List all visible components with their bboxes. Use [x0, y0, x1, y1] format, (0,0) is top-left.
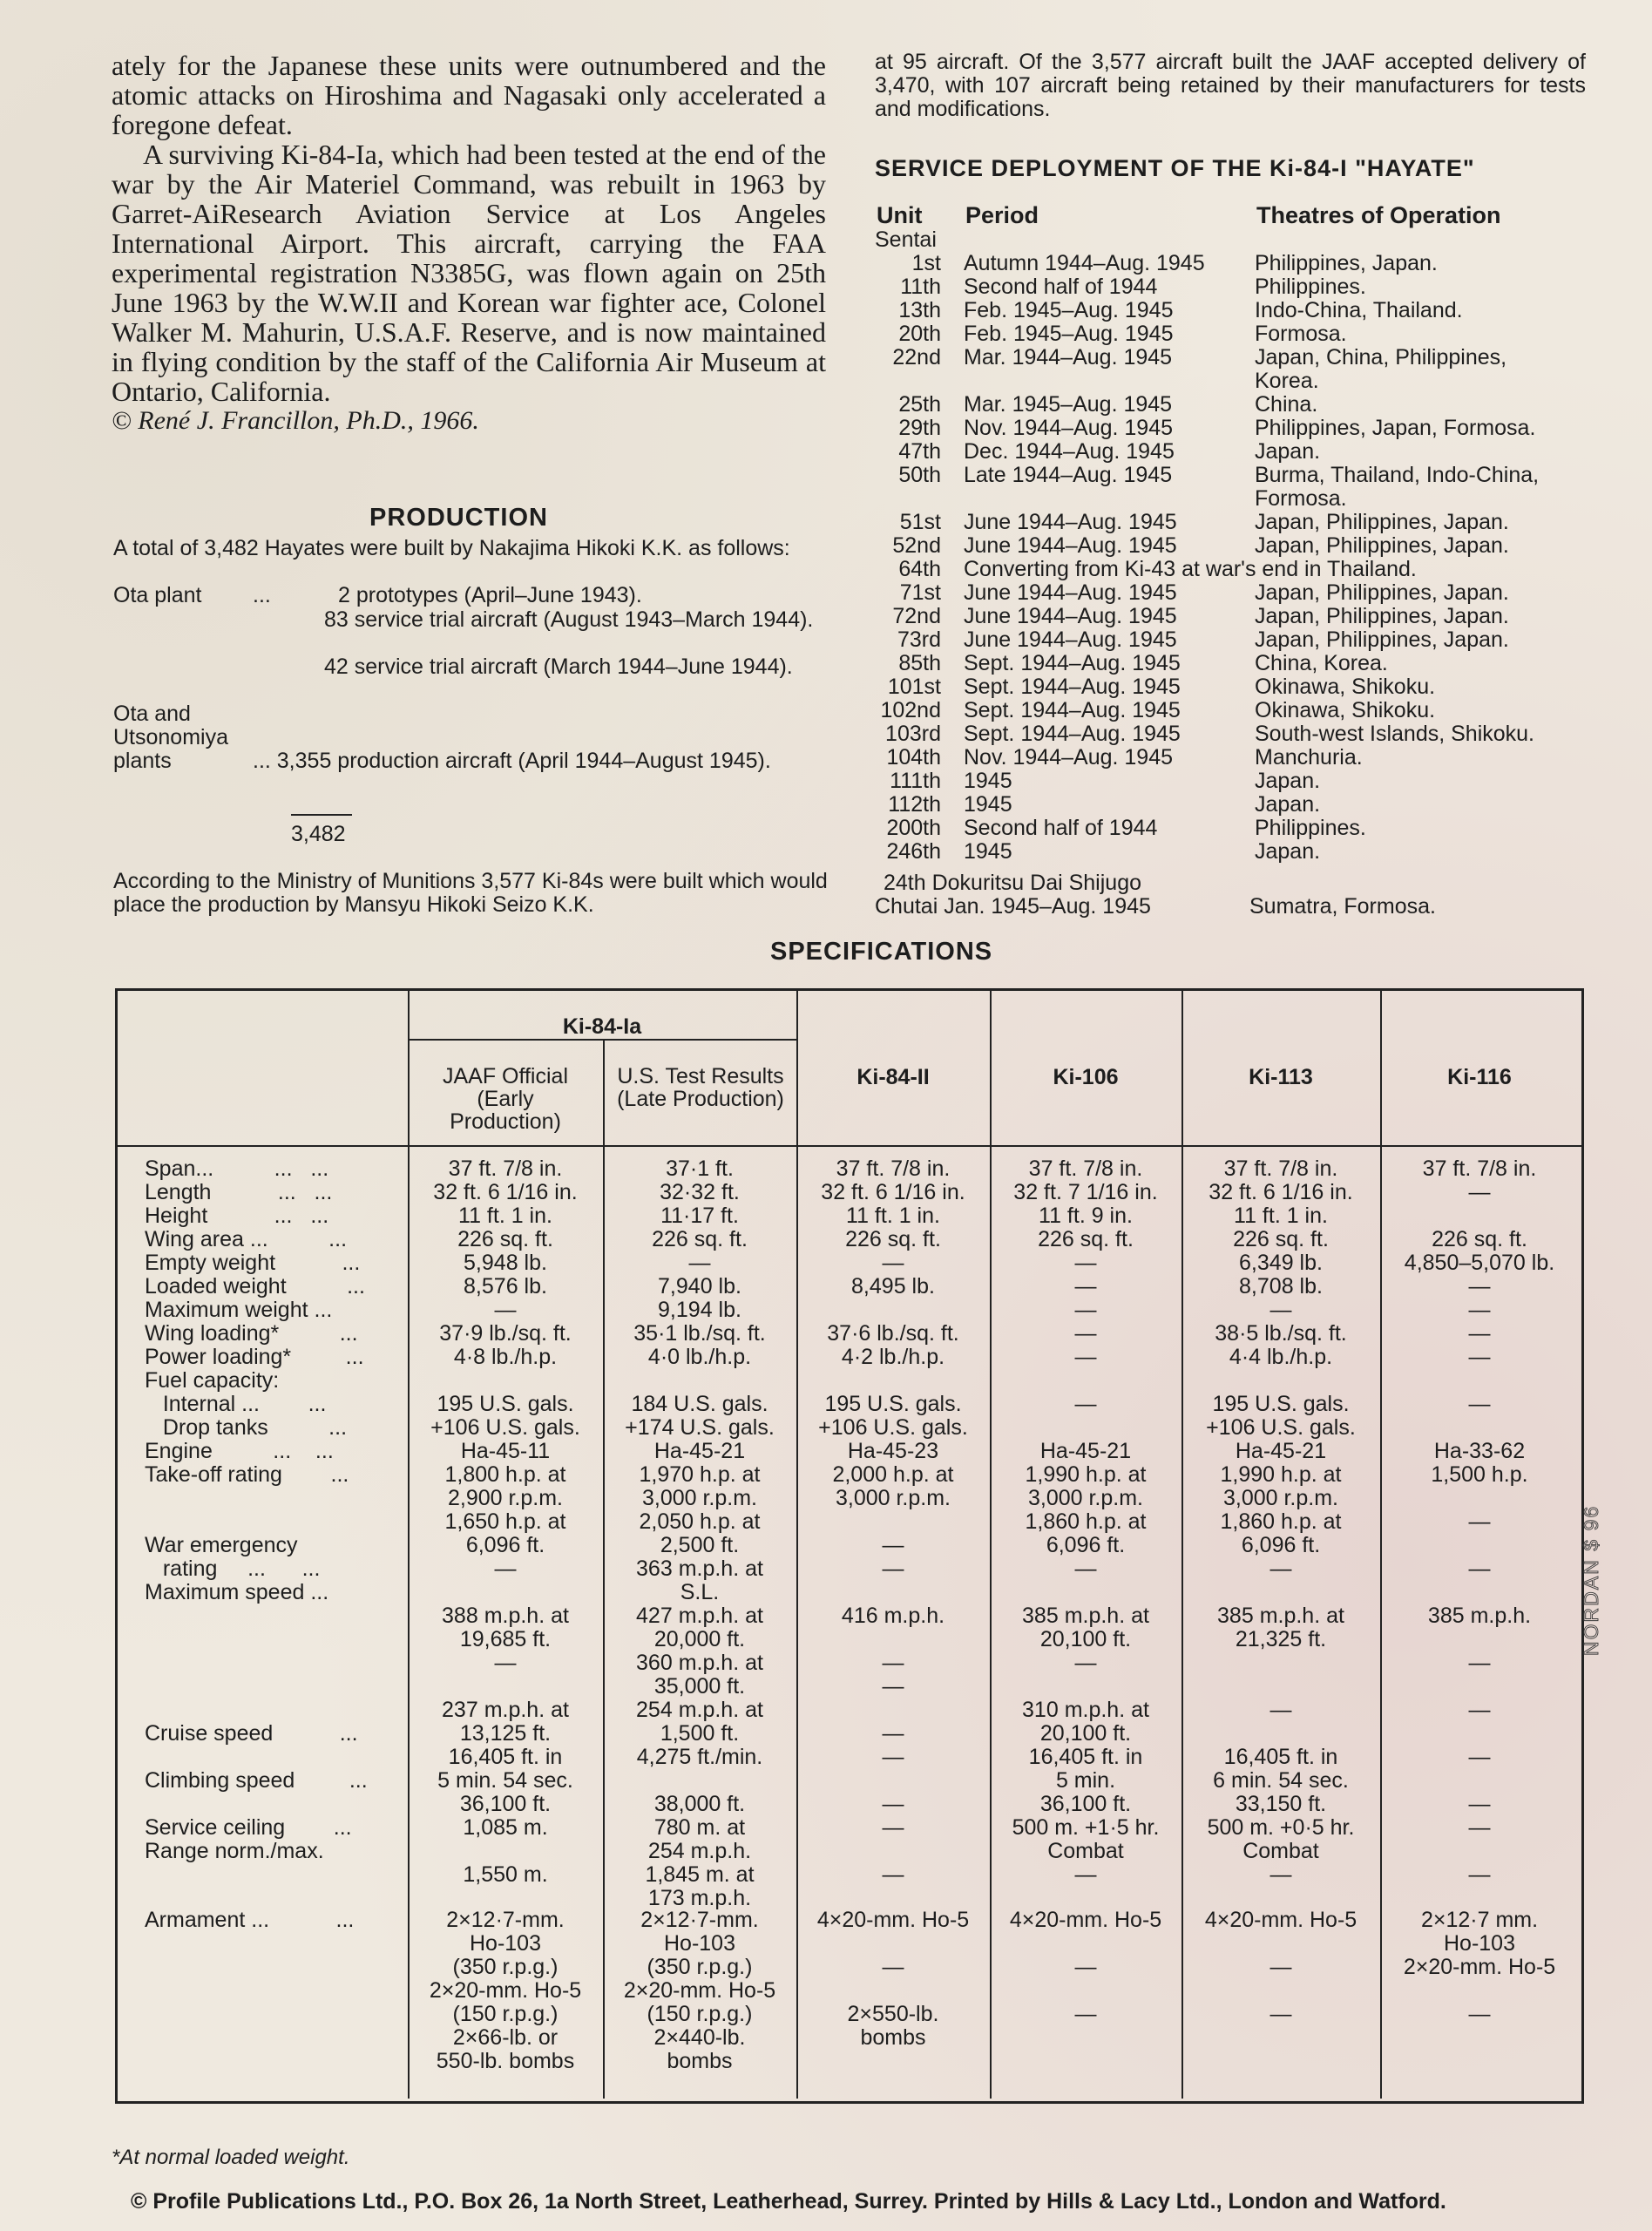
production-total: 3,482: [291, 822, 346, 846]
header-ki-84-ia: Ki-84-Ia: [562, 1014, 642, 1039]
production-note: According to the Ministry of Munitions 3,577 Ki-84s were built which would place the production by Mansyu Hikoki Seizo K.K.: [113, 869, 828, 917]
intro-paragraph-2: A surviving Ki-84-Ia, which had been tested at the end of the war by the Air Materiel Command, was rebuilt in 1963 by Garret-AiResearch Aviation Service at Los Angeles International Airport. This aircraft, carrying the FAA experimental registration N3385G, was flown again on 25th June 1963 by the W.W.II and Korean war fighter ace, Colonel Walker M. Mahurin, U.S.A.F. Reserve, and is now maintained in flying condition by the staff of the California Air Museum at Ontario, California.: [112, 139, 826, 407]
intro-text: [112, 51, 826, 436]
header-ki-84-ii: Ki-84-II: [856, 1065, 930, 1089]
deployment-title: SERVICE DEPLOYMENT OF THE Ki-84-I "HAYATE": [875, 155, 1475, 181]
deployment-periods: Autumn 1944–Aug. 1945 Second half of 1944 Feb. 1945–Aug. 1945 Feb. 1945–Aug. 1945 Mar. 1944–Aug. 1945 Mar. 1945–Aug. 1945 Nov. 1944–Aug. 1945 Dec. 1944–Aug. 1945 Late 1944–Aug. 1945 June 1944–Aug. 1945 June 1944–Aug. 1945 Converting from Ki-43 at war's end in Thailand. June 1944–Aug. 1945 June 1944–Aug. 1945 June 1944–Aug. 1945 Sept. 1944–Aug. 1945 Sept. 1944–Aug. 1945 Sept. 1944–Aug. 1945 Sept. 1944–Aug. 1945 Nov. 1944–Aug. 1945 1945 1945 Second half of 1944 1945: [964, 251, 1417, 864]
armament-ki-113: 4×20-mm. Ho-5 — —: [1204, 1908, 1357, 2026]
price-stamp-text: NORDAN $ 96: [1579, 1504, 1602, 1656]
author-copyright: © René J. Francillon, Ph.D., 1966.: [112, 406, 479, 435]
intro-paragraph-1: ately for the Japanese these units were outnumbered and the atomic attacks on Hiroshima and Nagasaki only accelerated a foregone defeat.: [112, 50, 826, 140]
total-rule: [291, 814, 352, 816]
armament-ki-116: 2×12·7 mm. Ho-103 2×20-mm. Ho-5 —: [1403, 1908, 1556, 2026]
spec-col-ki-113: 37 ft. 7/8 in. 32 ft. 6 1/16 in. 11 ft. 1 in. 226 sq. ft. 6,349 lb. 8,708 lb. — 38·5 lb./sq. ft. 4·4 lb./h.p. 195 U.S. gals. +106 U.S. gals. Ha-45-21 1,990 h.p. at 3,000 r.p.m. 1,860 h.p. at 6,096 ft. — 385 m.p.h. at 21,325 ft. — 16,405 ft. in 6 min. 54 sec. 33,150 ft. 500 m. +0·5 hr. Combat —: [1206, 1156, 1356, 1887]
spec-col-ki-116: 37 ft. 7/8 in. — 226 sq. ft. 4,850–5,070 lb. — — — — — Ha-33-62 1,500 h.p. — — 385 m.p.h. — — — — — —: [1404, 1156, 1555, 1887]
ota-line-2: 83 service trial aircraft (August 1943–March 1944).: [324, 607, 814, 632]
header-jaaf-official: JAAF Official (Early Production): [442, 1064, 569, 1134]
spec-row-labels: Span... ... ... Length ... ... Height ... ... Wing area ... ... Empty weight ... Loaded weight ... Maximum weight ... Wing loading* ... Power loading* ... Fuel capacity: Internal ... ... Drop tanks ... Engine ... ... Take-off rating ... War emergency rating ... ... Maximum speed ... Cruise speed ... Climbing speed ... Service ceiling ... Range norm./max.: [145, 1156, 368, 1863]
deployment-sentai: Sentai: [875, 227, 937, 252]
ota-dots: ...: [253, 583, 271, 607]
specifications-title: SPECIFICATIONS: [770, 938, 993, 966]
armament-us: 2×12·7-mm. Ho-103 (350 r.p.g.) 2×20-mm. Ho-5 (150 r.p.g.) 2×440-lb. bombs: [623, 1908, 776, 2073]
header-ki-113: Ki-113: [1249, 1065, 1313, 1089]
header-ki-106: Ki-106: [1053, 1065, 1119, 1089]
spec-col-ki-106: 37 ft. 7/8 in. 32 ft. 7 1/16 in. 11 ft. 9 in. 226 sq. ft. — — — — — — Ha-45-21 1,990 h.p. at 3,000 r.p.m. 1,860 h.p. at 6,096 ft. — 385 m.p.h. at 20,100 ft. — 310 m.p.h. at 20,100 ft. 16,405 ft. in 5 min. 36,100 ft. 500 m. +1·5 hr. Combat —: [1012, 1156, 1160, 1887]
deployment-head-period: Period: [965, 202, 1039, 228]
armament-ki-106: 4×20-mm. Ho-5 — —: [1009, 1908, 1162, 2026]
spec-col-ki-84-ii: 37 ft. 7/8 in. 32 ft. 6 1/16 in. 11 ft. 1 in. 226 sq. ft. — 8,495 lb. 37·6 lb./sq. ft. 4·2 lb./h.p. 195 U.S. gals. +106 U.S. gals. Ha-45-23 2,000 h.p. at 3,000 r.p.m. — — 416 m.p.h. — — — — — — —: [818, 1156, 968, 1887]
spec-col-jaaf: 37 ft. 7/8 in. 32 ft. 6 1/16 in. 11 ft. 1 in. 226 sq. ft. 5,948 lb. 8,576 lb. — 37·9 lb./sq. ft. 4·8 lb./h.p. 195 U.S. gals. +106 U.S. gals. Ha-45-11 1,800 h.p. at 2,900 r.p.m. 1,650 h.p. at 6,096 ft. — 388 m.p.h. at 19,685 ft. — 237 m.p.h. at 13,125 ft. 16,405 ft. in 5 min. 54 sec. 36,100 ft. 1,085 m. 1,550 m.: [430, 1156, 580, 1887]
ota-line-1: 2 prototypes (April–June 1943).: [338, 583, 642, 607]
deployment-last-period: Chutai Jan. 1945–Aug. 1945: [875, 894, 1151, 919]
header-us-test: U.S. Test Results (Late Production): [617, 1064, 784, 1111]
deployment-last-unit: 24th Dokuritsu Dai Shijugo: [884, 871, 1141, 895]
ota-utsonomiya-label: Ota and Utsonomiya plants: [113, 702, 228, 773]
right-intro-text: at 95 aircraft. Of the 3,577 aircraft built the JAAF accepted delivery of 3,470, with 107 aircraft being retained by their manufacturers for tests and modifications.: [875, 50, 1586, 121]
ota-utsonomiya-line: ... 3,355 production aircraft (April 1944–August 1945).: [253, 749, 771, 773]
ota-line-3: 42 service trial aircraft (March 1944–June 1944).: [324, 654, 793, 679]
deployment-theatres: Philippines, Japan. Philippines. Indo-China, Thailand. Formosa. Japan, China, Philippines, Korea. China. Philippines, Japan, Formosa. Japan. Burma, Thailand, Indo-China, Formosa. Japan, Philippines, Japan. Japan, Philippines, Japan. Japan, Philippines, Japan. Japan, Philippines, Japan. Japan, Philippines, Japan. China, Korea. Okinawa, Shikoku. Okinawa, Shikoku. South-west Islands, Shikoku. Manchuria. Japan. Japan. Philippines. Japan.: [1255, 251, 1540, 864]
deployment-head-theatre: Theatres of Operation: [1256, 202, 1501, 228]
header-ki-116: Ki-116: [1447, 1065, 1512, 1089]
armament-jaaf: 2×12·7-mm. Ho-103 (350 r.p.g.) 2×20-mm. Ho-5 (150 r.p.g.) 2×66-lb. or 550-lb. bombs: [429, 1908, 582, 2073]
deployment-last-theatre: Sumatra, Formosa.: [1249, 894, 1436, 919]
publisher-footer: © Profile Publications Ltd., P.O. Box 26, 1a North Street, Leatherhead, Surrey. Printed by Hills & Lacy Ltd., London and Watford.: [131, 2189, 1446, 2214]
armament-label: Armament ... ...: [145, 1908, 355, 1932]
ota-plant-label: Ota plant: [113, 583, 202, 607]
deployment-units: 1st 11th 13th 20th 22nd 25th 29th 47th 50th 51st 52nd 64th 71st 72nd 73rd 85th 101st 102nd 103rd 104th 111th 112th 200th 246th: [880, 251, 941, 864]
production-title: PRODUCTION: [369, 504, 548, 532]
production-intro: A total of 3,482 Hayates were built by Nakajima Hikoki K.K. as follows:: [113, 536, 790, 560]
deployment-head-unit: Unit: [877, 202, 923, 228]
footnote: *At normal loaded weight.: [112, 2146, 350, 2169]
table-divider: [115, 1145, 1581, 1147]
spec-col-us: 37·1 ft. 32·32 ft. 11·17 ft. 226 sq. ft. — 7,940 lb. 9,194 lb. 35·1 lb./sq. ft. 4·0 lb./h.p. 184 U.S. gals. +174 U.S. gals. Ha-45-21 1,970 h.p. at 3,000 r.p.m. 2,050 h.p. at 2,500 ft. 363 m.p.h. at S.L. 427 m.p.h. at 20,000 ft. 360 m.p.h. at 35,000 ft. 254 m.p.h. at 1,500 ft. 4,275 ft./min. 38,000 ft. 780 m. at 254 m.p.h. 1,845 m. at 173 m.p.h.: [625, 1156, 775, 1910]
price-stamp: [1551, 1482, 1629, 1656]
armament-ki-84-ii: 4×20-mm. Ho-5 — 2×550-lb. bombs: [816, 1908, 970, 2050]
